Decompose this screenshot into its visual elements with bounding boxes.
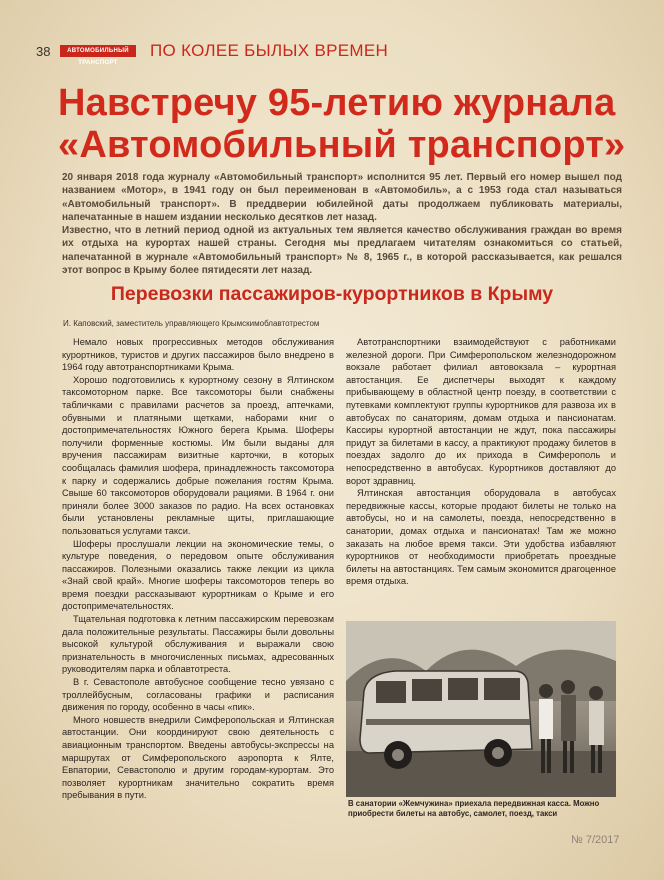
bus-photo-illustration	[346, 621, 616, 797]
photo-caption: В санатории «Жемчужина» приехала передвижная касса. Можно приобрести билеты на автобус, самолет, поезд, такси	[348, 799, 600, 818]
right-column	[346, 336, 616, 588]
paragraph: Тщательная подготовка к летним пассажирским перевозкам дала положительные результаты. Пассажиры были довольны высокой культурой обслуживания и выражали свою признательность в многочисленных письмах, адресованных руководителям парка и облавтотреста.	[62, 614, 334, 675]
article-author: И. Каповский, заместитель управляющего Крымскимоблавтотрестом	[63, 319, 320, 328]
page-number: 38	[36, 44, 51, 59]
magazine-logo: АВТОМОБИЛЬНЫЙ ТРАНСПОРТ	[60, 45, 136, 57]
paragraph: Автотранспортники взаимодействуют с работниками железной дороги. При Симферопольском железнодорожном вокзале работает филиал автовокзала – курортная автостанция. Ее диспетчеры выходят к каждому прибывающему в областной центр поезду, в соответствии с путевками комплектуют группы курортников для развоза их в автобусах по санаториям, домам отдыха и пансионатам. Кассиры курортной автостанции не ждут, пока пассажиры придут за билетами в кассу, а практикуют продажу билетов в поездах задолго до их прихода в Симферополь и непосредственно в автобусах. Курортников доставляют до ворот здравниц.	[346, 337, 616, 486]
headline: Навстречу 95-летию журнала «Автомобильный транспорт»	[58, 82, 626, 166]
section-title: ПО КОЛЕЕ БЫЛЫХ ВРЕМЕН	[150, 41, 389, 60]
paragraph: В г. Севастополе автобусное сообщение тесно увязано с троллейбусным, согласованы графики и расписания движения по городу, особенно в часы «пик».	[62, 677, 334, 713]
paragraph: Шоферы прослушали лекции на экономические темы, о культуре поведения, о передовом опыте обслуживания пассажиров. Полезными оказались также лекции из цикла «Знай свой край». Многие шоферы таксомоторов теперь во время поездки рассказывают курортникам о Крыме и его достопримечательностях.	[62, 538, 334, 612]
paragraph: Хорошо подготовились к курортному сезону в Ялтинском таксомоторном парке. Все таксомоторы были снабжены табличками с правилами расчетов за проезд, аптечками, обувными и платяными щетками, наборами книг о достопримечательностях Южного берега Крыма. Шоферы получили форменные костюмы. Им были выданы для вручения пассажирам визитные карточки, в которых сообщалась фамилия шофера, принадлежность таксомотора к парку и содержались добрые пожелания гостям Крыма. Свыше 60 таксомоторов оборудовали рациями. В 1964 г. они приняли более 3000 заказов по радио. На всех остановках были установлены рекламные щиты, приглашающие пользоваться услугами такси.	[62, 374, 334, 536]
bus-photo	[346, 621, 616, 797]
intro-paragraph: Известно, что в летний период одной из актуальных тем является качество обслуживания граждан во время их отдыха на курортах нашей страны. Сегодня мы предлагаем читателям ознакомиться со статьей, напечатанной в журнале «Автомобильный транспорт» № 8, 1965 г., в которой рассказывается, как решался этот вопрос в Крыму более пятидесяти лет назад.	[62, 225, 622, 277]
paragraph: Ялтинская автостанция оборудовала в автобусах передвижные кассы, которые продают билеты не только на автобусы, но и на самолеты, поезда, непосредственно в санатории, домах отдыха и пансионатах! Там же можно заказать на любое время такси. Эти удобства избавляют курортников от необходимости приобретать проездные билеты на автостанциях. Тем самым экономится драгоценное время отдыха.	[346, 488, 616, 587]
issue-number: № 7/2017	[571, 834, 620, 846]
paragraph: Немало новых прогрессивных методов обслуживания курортников, туристов и других пассажиров было внедрено в 1964 году автотранспортниками Крыма.	[62, 337, 334, 373]
intro	[62, 171, 622, 277]
article-title: Перевозки пассажиров-курортников в Крыму	[110, 283, 554, 305]
left-column	[62, 336, 334, 802]
paragraph: Много новшеств внедрили Симферопольская и Ялтинская автостанции. Они координируют свою деятельность с авиационным транспортом. Введены автобусы-экспрессы на маршрутах от Симферопольского аэропорта к Ялте, Евпатории, Севастополю и другим городам-курортам. Это позволяет курортникам значительно сократить время пребывания в пути.	[62, 714, 334, 801]
intro-paragraph: 20 января 2018 года журналу «Автомобильный транспорт» исполнится 95 лет. Первый его номер вышел под названием «Мотор», в 1941 году он был переименован в «Автомобиль», а с 1953 года стал называться «Автомобильный транспорт». В преддверии юбилейной даты продолжаем публиковать материалы, напечатанные в нашем издании несколько десятков лет назад.	[62, 172, 622, 223]
